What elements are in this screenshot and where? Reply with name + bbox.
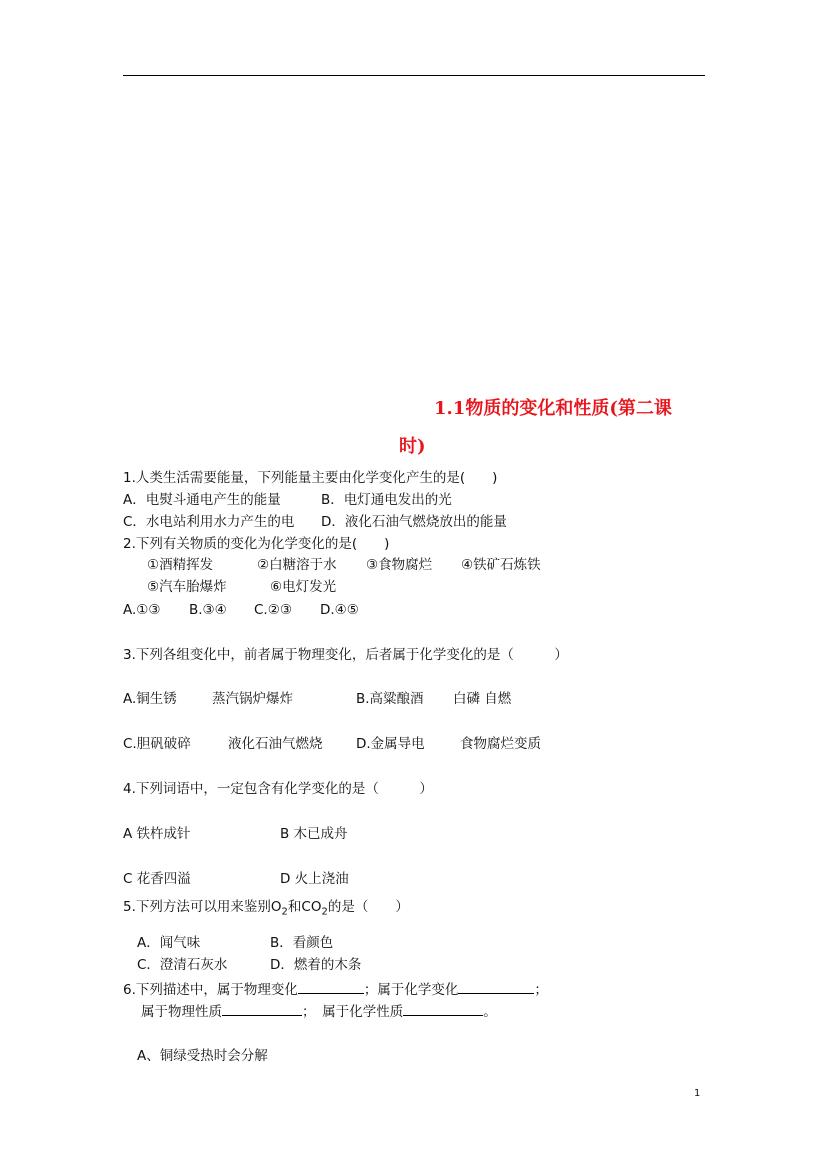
q2-item-4: ④铁矿石炼铁: [461, 557, 541, 573]
q6-physical-property-label: 属于物理性质: [141, 1004, 222, 1020]
q6-stem-end: ；: [534, 982, 548, 998]
q3-option-d-second: 食物腐烂变质: [460, 736, 541, 752]
title-line-1: 1.1物质的变化和性质(第二课: [434, 398, 672, 419]
q5-subscript-2: 2: [321, 906, 328, 918]
q4-option-d: D 火上浇油: [280, 871, 349, 887]
q1-option-c: C．水电站利用水力产生的电: [123, 514, 295, 530]
q2-option-a: A.①③: [123, 602, 161, 618]
q4-option-a: A 铁杵成针: [123, 826, 191, 842]
q2-item-6: ⑥电灯发光: [270, 579, 337, 595]
page-number: 1: [694, 1088, 701, 1099]
q6-stem-physical-change: 6.下列描述中，属于物理变化: [123, 982, 298, 998]
q2-option-b: B.③④: [189, 602, 227, 618]
q2-item-1: ①酒精挥发: [147, 557, 214, 573]
q1-option-d: D．液化石油气燃烧放出的能量: [321, 514, 507, 530]
q3-option-b-second: 白磷 自燃: [453, 691, 512, 707]
q3-option-a-first: A.铜生锈: [123, 691, 177, 707]
q3-option-c-first: C.胆矾破碎: [123, 736, 191, 752]
q6-blank-physical-change[interactable]: [298, 979, 364, 994]
q2-item-5: ⑤汽车胎爆炸: [147, 579, 227, 595]
q2-item-2: ②白糖溶于水: [257, 557, 337, 573]
q5-option-c: C．澄清石灰水: [137, 957, 228, 973]
q6-line-2-end: 。: [483, 1004, 497, 1020]
q1-option-a: A．电熨斗通电产生的能量: [123, 492, 281, 508]
q1-option-b: B．电灯通电发出的光: [321, 492, 452, 508]
q5-option-a: A．闻气味: [137, 935, 201, 951]
q3-option-a-second: 蒸汽锅炉爆炸: [212, 691, 293, 707]
q3-option-d-first: D.金属导电: [356, 736, 425, 752]
q4-stem: 4.下列词语中，一定包含有化学变化的是（ ）: [123, 781, 433, 797]
q6-stem-chemical-change: ；属于化学变化: [363, 982, 459, 998]
q3-stem: 3.下列各组变化中，前者属于物理变化，后者属于化学变化的是（ ）: [123, 647, 568, 663]
q3-option-b-first: B.高粱酿酒: [356, 691, 424, 707]
q6-blank-chemical-property[interactable]: [403, 1001, 483, 1016]
q5-stem-post: 的是（ ）: [327, 899, 409, 915]
q2-option-d: D.④⑤: [320, 602, 359, 618]
q5-subscript-1: 2: [281, 906, 288, 918]
q6-item-a: A、铜绿受热时会分解: [137, 1048, 268, 1064]
q5-stem-mid: 和CO: [287, 899, 322, 915]
q5-stem: [123, 898, 409, 922]
q6-blank-physical-property[interactable]: [222, 1001, 302, 1016]
q5-stem-pre: 5.下列方法可以用来鉴别O: [123, 899, 282, 915]
title-line-2: 时): [399, 436, 426, 457]
q1-stem: 1.人类生活需要能量，下列能量主要由化学变化产生的是( ): [123, 470, 498, 486]
q6-line-2: [141, 1001, 497, 1021]
q3-option-c-second: 液化石油气燃烧: [228, 736, 323, 752]
q6-chemical-property-label: ； 属于化学性质: [302, 1004, 404, 1020]
q5-option-b: B．看颜色: [270, 935, 334, 951]
q6-blank-chemical-change[interactable]: [458, 979, 534, 994]
q5-option-d: D．燃着的木条: [270, 957, 362, 973]
q2-option-c: C.②③: [254, 602, 292, 618]
header-rule: [123, 75, 705, 76]
q2-item-3: ③食物腐烂: [366, 557, 433, 573]
q4-option-c: C 花香四溢: [123, 871, 191, 887]
q6-stem: [123, 979, 548, 999]
q4-option-b: B 木已成舟: [280, 826, 348, 842]
q2-stem: 2.下列有关物质的变化为化学变化的是( ): [123, 536, 390, 552]
